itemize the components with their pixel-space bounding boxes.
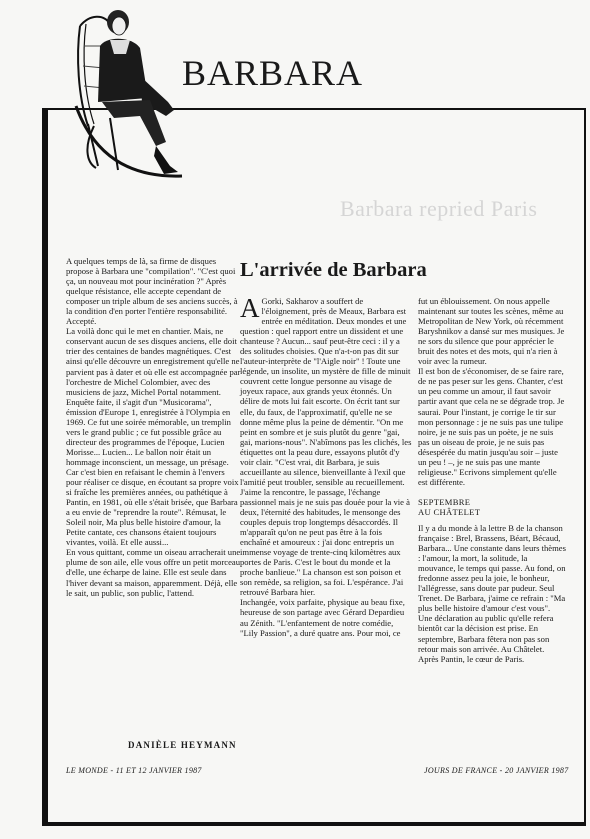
drop-cap: A: [240, 293, 260, 323]
middle-column-text: [240, 293, 412, 638]
article-headline: L'arrivée de Barbara: [240, 259, 427, 281]
section-subhead: SEPTEMBRE AU CHÂTELET: [418, 496, 481, 517]
singer-in-rocking-chair-illustration: [70, 6, 188, 184]
right-column-text: [418, 296, 566, 664]
left-article-body: A quelques temps de là, sa firme de disques propose à Barbara une "compilation". "C'est quoi ça, un nouveau mot pour incinération ?" Après quelque résistance, elle accepte cependant de composer un triple album de ses anciens succès, à la condition d'en porter l'entière responsabilité. Accepté. La voilà donc qui le met en chantier. Mais, ne conservant aucun de ses disques anciens, elle doit trier des centaines de bandes magnétiques. C'est ainsi qu'elle découvre un enregistrement qu'elle ne parvient pas à dater et où elle est accompagnée par l'orchestre de Michel Colombier, avec des musiciens de jazz, Michel Portal notamment. Enquête faite, il s'agit d'un "Musicorama", émission d'Europe 1, enregistrée à l'Olympia en 1969. Ce fut une soirée mémorable, un tremplin vers le grand public ; ce fut possible grâce au directeur des programmes de l'époque, Lucien Morisse... Lucien... Le ballon noir était un hommage inconscient, un message, un présage. Car c'est bien en refaisant le chemin à l'envers pour réaliser ce disque, en écoutant sa propre voix si fraîche les premières années, ou pathétique à Pantin, en 1981, où elle s'était brisée, que Barbara a eu envie de "reprendre la route". Rémusat, le Soleil noir, Ma plus belle histoire d'amour, la Petite cantate, ces chansons étaient toujours vivantes, voilà. Et elle aussi... En vous quittant, comme un oiseau arracherait une plume de son aile, elle vous offre un petit morceau d'elle, une écharpe de laine. Elle est seule dans l'hiver devant sa maison, apparemment. Déjà, elle le sait, un public, son public, l'attend.: [66, 256, 241, 598]
left-column-text: [66, 256, 242, 598]
page-title: BARBARA: [182, 53, 364, 93]
middle-article-body: Gorki, Sakharov a souffert de l'éloignement, près de Meaux, Barbara est entrée en méditation. Deux mondes et une question : quel rapport entre un dissident et une chanteuse ? Aucun... sauf peut-être ceci : il y a des solitudes choisies. Que n'a-t-on pas dit sur l'auteur-interprète de "l'Aigle noir" ! Toute une légende, un insolite, un mystère de fille de minuit couvrent cette longue personne au visage de joyeux rapace, aux grands yeux étonnés. Un délire de mots lui fait escorte. On écrit tant sur elle, du faux, de l'approximatif, qu'elle ne se donne même plus la peine de démentir. "On me peint en sombre et je suis plutôt du genre "gai, gai, marions-nous". N'abîmons pas les clichés, les étiquettes ont la peau dure, essayons plutôt d'y voir clair. "C'est vrai, dit Barbara, je suis accueillante au silence, bienveillante à l'exil que l'amitié peut troubler, sensible au recueillement. J'aime la rencontre, le passage, l'échange passionnel mais je ne suis pas douée pour la vie à deux, l'éternité des habitudes, le mensonge des couples depuis trop longtemps désaccordés. Il m'apparaît qu'on ne peut pas être à la fois enchaîné et amoureux : j'ai donc entrepris un immense voyage de trente-cinq kilomètres aux portes de Paris. C'est le bout du monde et la proche banlieue." La chanson est son poison et son remède, sa religion, sa foi. L'espérance. J'ai retrouvé Barbara hier. Inchangée, voix parfaite, physique au beau fixe, heureuse de son partage avec Gérard Depardieu au Zénith. "L'enfantement de notre comédie, "Lily Passion", a duré quatre ans. Pour moi, ce: [240, 296, 412, 638]
show-through-text: Barbara repried Paris: [340, 196, 538, 221]
author-signature: DANIÈLE HEYMANN: [128, 740, 237, 750]
source-right: JOURS DE FRANCE - 20 JANVIER 1987: [424, 766, 569, 775]
right-article-body-continued: Il y a du monde à la lettre B de la chanson française : Brel, Brassens, Béart, Bécaud, Barbara... Une constante dans leurs thèmes : l'amour, la mort, la solitude, la mouvance, le temps qui passe. Au fond, on fredonne assez peu la joie, le bonheur, l'allégresse, sans doute par pudeur. Seul Trenet. De Barbara, j'aime ce refrain : "Ma plus belle histoire d'amour c'est vous". Une déclaration au public qu'elle refera bientôt car la décision est prise. En septembre, Barbara fêtera non pas son retour mais son arrivée. Au Châtelet. Après Pantin, le cœur de Paris.: [418, 522, 566, 664]
source-left: LE MONDE - 11 ET 12 JANVIER 1987: [66, 766, 202, 775]
right-article-body: fut un éblouissement. On nous appelle maintenant sur toutes les scènes, même au Metropolitan de New York, où récemment Baryshnikov a dansé sur mes musiques. Je ne sors du silence que pour apprécier le bruit des notes et des mots, qui n'a rien à voir avec la rumeur. Il est bon de s'économiser, de se faire rare, de ne pas peser sur les gens. Chanter, c'est un peu comme un amour, il faut savoir partir avant que cela ne se dégrade trop. Je saurai. Pour l'instant, je corrige le tir sur mon personnage : je ne suis pas une tulipe noire, je ne suis pas un poète, je ne suis pas un oiseau de proie, je ne suis pas désespérée du matin jusqu'au soir – juste un peu ! –, je ne suis pas une mante religieuse." Ecrivons simplement qu'elle est différente.: [418, 296, 565, 487]
